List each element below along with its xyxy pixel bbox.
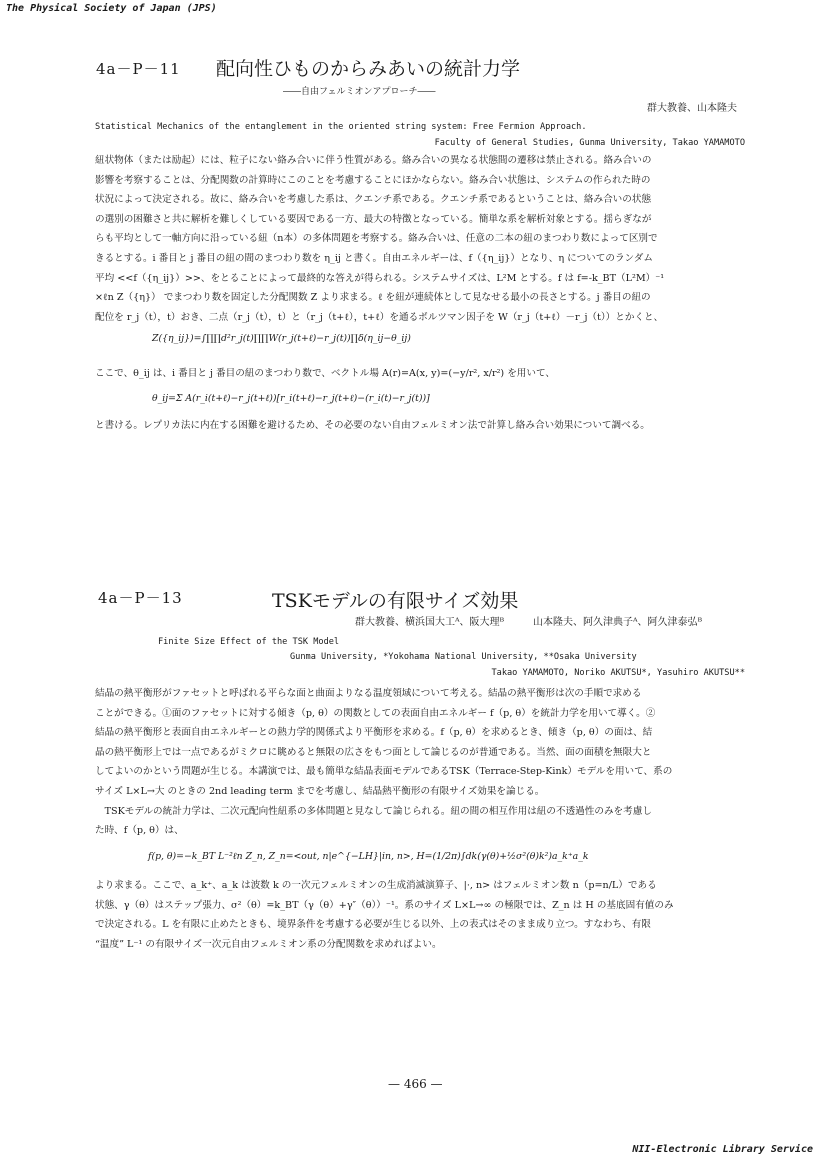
- page-number: — 466 —: [388, 1077, 443, 1091]
- paper1-equation-partition: Z({η_ij})=∫∏∏d²r_j(t)∏∏W(r_j(t+ℓ)−r_j(t))∏δ(η_ij−θ_ij): [152, 333, 411, 344]
- paper1-title: 配向性ひものからみあいの統計力学: [216, 58, 521, 80]
- paper2-id: 4a－P－13: [98, 589, 183, 607]
- paper1-body-line: 配位を r_j（t），t）おき、二点（r_j（t），t）と（r_j（t+ℓ），t+ℓ）を通るボルツマン因子を W（r_j（t+ℓ）－r_j（t））とかくと、: [95, 311, 664, 323]
- paper2-body-line: 結晶の熱平衡形と表面自由エネルギーとの熱力学的関係式より平衡形を求める。f（p, θ）を求めるとき、傾き（p, θ）の面は、結: [95, 727, 653, 739]
- paper2-body-2: [95, 876, 755, 954]
- paper1-body-line: 紐状物体（または励起）には、粒子にない絡み合いに伴う性質がある。絡み合いの異なる状態間の遷移は禁止される。絡み合いの: [95, 155, 652, 166]
- paper1-body-line: らも平均として一軸方向に沿っている紐（n本）の多体問題を考察する。絡み合いは、任意の二本の紐のまつわり数によって区別で: [95, 233, 658, 245]
- paper1-equation-winding: θ_ij=Σ A(r_i(t+ℓ)−r_j(t+ℓ))[r_i(t+ℓ)−r_j(t+ℓ)−(r_i(t)−r_j(t))]: [152, 393, 430, 404]
- paper2-body-line: で決定される。L を有限に止めたときも、境界条件を考慮する必要が生じる以外、上の表式はそのまま成り立つ。すなわち、有限: [95, 919, 651, 931]
- paper2-body-line: TSKモデルの統計力学は、二次元配向性紐系の多体問題と見なして論じられる。紐の間の相互作用は紐の不透過性のみを考慮し: [95, 805, 652, 817]
- paper2-body-line: ことができる。①面のファセットに対する傾き（p, θ）の関数としての表面自由エネルギー f（p, θ）を統計力学を用いて導く。②: [95, 707, 656, 719]
- paper1-body-line: きるとする。i 番目と j 番目の紐の間のまつわり数を η_ij と書く。自由エネルギーは、f（{η_ij}）となり、η についてのランダム: [95, 252, 653, 264]
- paper2-body: [95, 684, 755, 841]
- paper2-body-line: より求まる。ここで、a_k⁺、a_k は波数 k の一次元フェルミオンの生成消滅演算子、|·, n> はフェルミオン数 n（p=n/L）である: [95, 880, 657, 891]
- paper1-body-line: ×ℓn Z（{η}） でまつわり数を固定した分配関数 Z より求まる。ℓ を紐が連続体として見なせる最小の長さとする。j 番目の紐の: [95, 292, 651, 304]
- paper1-body-line: 状況によって決定される。故に、絡み合いを考慮した系は、クエンチ系である。クエンチ系であるということは、絡み合いの状態: [95, 194, 652, 206]
- paper1-title-en: Statistical Mechanics of the entanglement in the oriented string system: Free Fermion Approach.: [95, 122, 587, 132]
- paper1-body-end: と書ける。レプリカ法に内在する困難を避けるため、その必要のない自由フェルミオン法で計算し絡み合い効果について調べる。: [95, 420, 650, 431]
- paper1-body-mid: ここで、θ_ij は、i 番目と j 番目の紐のまつわり数で、ベクトル場 A(r)=A(x, y)=(−y/r², x/r²) を用いて、: [95, 368, 555, 379]
- paper2-body-line: “温度” L⁻¹ の有限サイズ一次元自由フェルミオン系の分配関数を求めればよい。: [95, 938, 442, 950]
- paper1-affiliation-en: Faculty of General Studies, Gunma University, Takao YAMAMOTO: [434, 138, 745, 148]
- paper2-authors-affiliations-jp: 群大教養、横浜国大工ᴬ、阪大理ᴮ: [355, 617, 505, 628]
- paper1-body-line: 影響を考察することは、分配関数の計算時にこのことを考慮することにほかならない。絡み合い状態は、システムの作られた時の: [95, 174, 651, 186]
- paper2-title: TSKモデルの有限サイズ効果: [272, 590, 519, 612]
- paper1-id: 4a－P－11: [96, 60, 181, 78]
- paper1-subtitle: ――自由フェルミオンアプローチ――: [283, 87, 436, 97]
- paper2-body-line: 晶の熱平衡形上では一点であるがミクロに眺めると無限の広さをもつ面として論じるのが普通である。当然、面の面積を無限大と: [95, 746, 652, 758]
- paper1-body-line: の選別の困難さと共に解析を難しくしている要因である一方、最大の特徴となっている。簡単な系を解析対象とする。揺らぎなが: [95, 213, 652, 225]
- library-footer: NII-Electronic Library Service: [632, 1144, 813, 1155]
- paper2-body-line: た時、f（p, θ）は、: [95, 825, 184, 837]
- paper1-authors-jp: 群大教養、山本隆夫: [647, 103, 737, 114]
- paper1-body-line: 平均 <<f（{η_ij}）>>、をとることによって最終的な答えが得られる。システムサイズは、L²M とする。f は f=-k_BT（L²M）⁻¹: [95, 272, 665, 284]
- paper1-body: [95, 151, 755, 327]
- journal-header: The Physical Society of Japan (JPS): [6, 3, 217, 14]
- paper2-authors-en: Takao YAMAMOTO, Noriko AKUTSU*, Yasuhiro AKUTSU**: [491, 668, 745, 678]
- paper2-body-line: サイズ L×L→大 のときの 2nd leading term までを考慮し、結晶熱平衡形の有限サイズ効果を論じる。: [95, 785, 545, 797]
- paper2-body-line: してよいのかという問題が生じる。本講演では、最も簡単な結晶表面モデルであるTSK（Terrace-Step-Kink）モデルを用いて、系の: [95, 766, 673, 778]
- paper2-authors-names-jp: 山本隆夫、阿久津典子ᴬ、阿久津泰弘ᴮ: [533, 617, 703, 628]
- paper2-body-line: 結晶の熱平衡形がファセットと呼ばれる平らな面と曲面よりなる温度領域について考える。結晶の熱平衡形は次の手順で求める: [95, 688, 642, 699]
- paper2-equation-free-energy: f(p, θ)=−k_BT L⁻²ℓn Z_n, Z_n=<out, n|e^{−LH}|in, n>, H=(1/2π)∫dk(γ(θ)+½σ²(θ)k²)a_k⁺a_k: [148, 851, 589, 862]
- paper2-affiliation-en: Gunma University, *Yokohama National University, **Osaka University: [290, 652, 637, 662]
- paper2-title-en: Finite Size Effect of the TSK Model: [158, 637, 340, 647]
- paper2-body-line: 状態、γ（θ）はステップ張力、σ²（θ）=k_BT（γ（θ）+γ″（θ））⁻¹。系のサイズ L×L→∞ の極限では、Z_n は H の基底固有値のみ: [95, 899, 674, 911]
